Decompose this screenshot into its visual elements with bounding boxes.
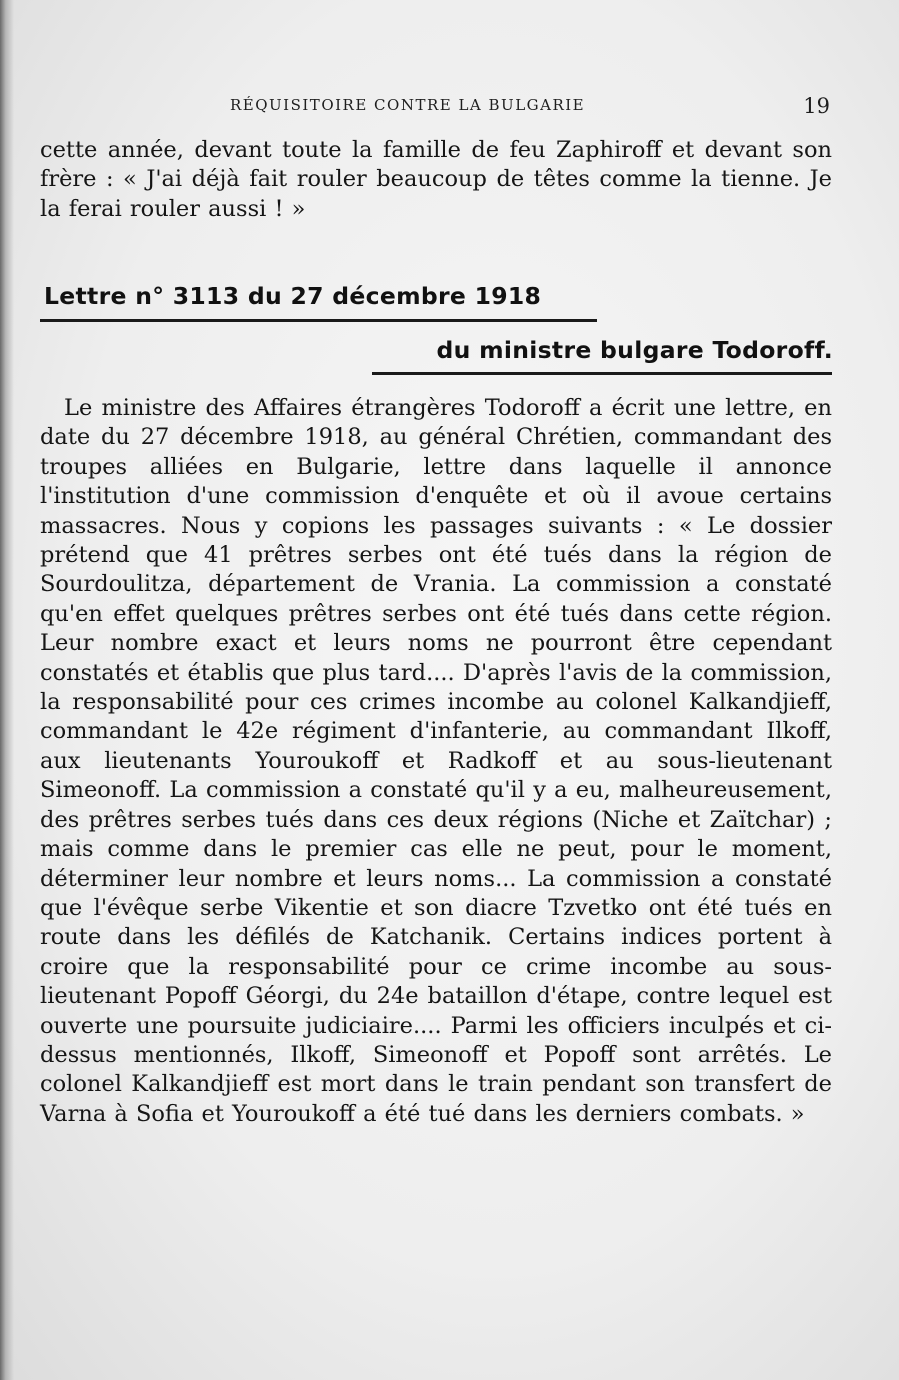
running-title: RÉQUISITOIRE CONTRE LA BULGARIE [230, 96, 586, 114]
running-head [40, 94, 830, 120]
heading-underline-1 [40, 319, 597, 322]
section-heading-line-2: du ministre bulgare Todoroff. [436, 336, 833, 364]
heading-underline-2 [372, 372, 832, 375]
page-number: 19 [803, 94, 830, 118]
page-edge-shadow [0, 0, 14, 1380]
body-paragraph: Le ministre des Affaires étrangères Todoroff a écrit une lettre, en date du 27 décembre 1918, au général Chrétien, commandant des troupes alliées en Bulgarie, lettre dans laquelle il annonce l'institution d'une commission d'enquête et où il avoue certains massacres. Nous y copions les passages suivants : « Le dossier prétend que 41 prêtres serbes ont été tués dans la région de Sourdoulitza, département de Vrania. La commission a constaté qu'en effet quelques prêtres serbes ont été tués dans cette région. Leur nombre exact et leurs noms ne pourront être cependant constatés et établis que plus tard.... D'après l'avis de la commission, la responsabilité pour ces crimes incombe au colonel Kalkandjieff, commandant le 42e régiment d'infanterie, au commandant Ilkoff, aux lieutenants Youroukoff et Radkoff et au sous-lieutenant Simeonoff. La commission a constaté qu'il y a eu, malheureusement, des prêtres serbes tués dans ces deux régions (Niche et Zaïtchar) ; mais comme dans le premier cas elle ne peut, pour le moment, déterminer leur nombre et leurs noms... La commission a constaté que l'évêque serbe Vikentie et son diacre Tzvetko ont été tués en route dans les défilés de Katchanik. Certains indices portent à croire que la responsabilité pour ce crime incombe au sous-lieutenant Popoff Géorgi, du 24e bataillon d'étape, contre lequel est ouverte une poursuite judiciaire.... Parmi les officiers inculpés et ci-dessus mentionnés, Ilkoff, Simeonoff et Popoff sont arrêtés. Le colonel Kalkandjieff est mort dans le train pendant son transfert de Varna à Sofia et Youroukoff a été tué dans les derniers combats. » [40, 395, 832, 1127]
continuation-paragraph: cette année, devant toute la famille de feu Zaphiroff et devant son frère : « J'ai déjà fait rouler beaucoup de têtes comme la tienne. Je la ferai rouler aussi ! » [40, 137, 832, 222]
section-heading-line-1: Lettre n° 3113 du 27 décembre 1918 [44, 282, 542, 310]
